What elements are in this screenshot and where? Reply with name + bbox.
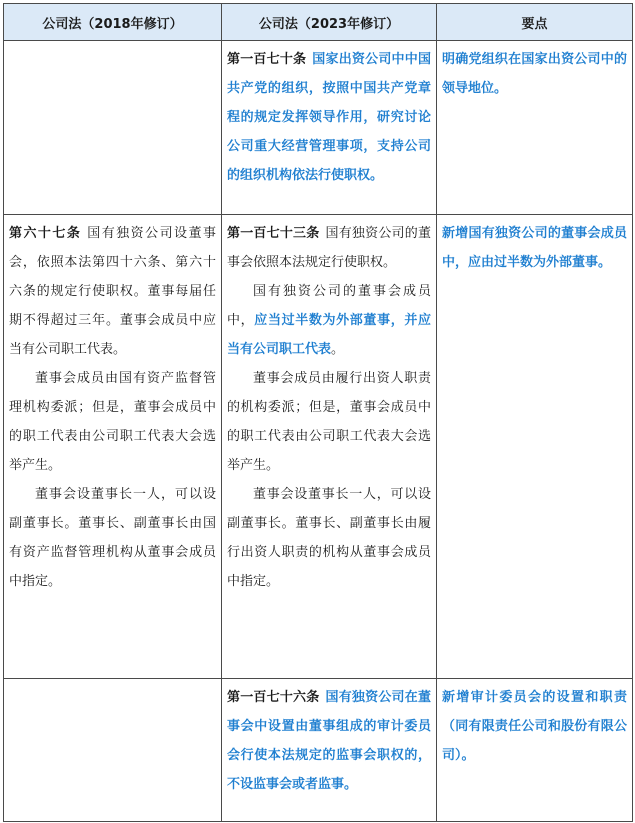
cell-key-point [437, 679, 633, 822]
article-text: 董事会成员由国有资产监督管理机构委派；但是，董事会成员中的职工代表由公司职工代表大会选举产生。 [9, 371, 216, 473]
article-text: 董事会成员由履行出资人职责的机构委派；但是，董事会成员中的职工代表由公司职工代表大会选举产生。 [227, 371, 431, 473]
key-point-text: 明确党组织在国家出资公司中的领导地位。 [442, 52, 627, 96]
article-text: 董事会设董事长一人，可以设副董事长。董事长、副董事长由国有资产监督管理机构从董事会成员中指定。 [9, 487, 216, 589]
cell-2018 [4, 41, 222, 215]
article-text: 国有独资公司的董事会依照本法规定行使职权。 [227, 226, 431, 270]
article-paragraph [227, 219, 431, 277]
cell-key-point [437, 41, 633, 215]
highlighted-text: 国有独资公司在董事会中设置由董事组成的审计委员会行使本法规定的监事会职权的，不设监事会或者监事。 [227, 690, 431, 792]
cell-2018 [4, 215, 222, 679]
article-paragraph [9, 480, 216, 596]
table-row [4, 215, 633, 679]
article-paragraph [227, 480, 431, 596]
article-paragraph [227, 45, 431, 190]
table-body [4, 41, 633, 822]
table-header [4, 4, 633, 41]
article-number: 第六十七条 [9, 226, 82, 241]
header-2018: 公司法（2018年修订） [4, 4, 222, 41]
table-row [4, 41, 633, 215]
table-row [4, 679, 633, 822]
article-paragraph [227, 277, 431, 364]
cell-2018 [4, 679, 222, 822]
article-text: 董事会设董事长一人，可以设副董事长。董事长、副董事长由履行出资人职责的机构从董事会成员中指定。 [227, 487, 431, 589]
article-paragraph [9, 364, 216, 480]
key-point-text: 新增审计委员会的设置和职责（同有限责任公司和股份有限公司）。 [442, 690, 627, 763]
article-text: 国有独资公司的董事会成员中， [227, 284, 431, 328]
cell-2023 [222, 679, 437, 822]
article-number: 第一百七十六条 [227, 690, 320, 705]
cell-key-point [437, 215, 633, 679]
cell-2023 [222, 215, 437, 679]
highlighted-text: 国家出资公司中中国共产党的组织，按照中国共产党章程的规定发挥领导作用，研究讨论公司重大经营管理事项，支持公司的组织机构依法行使职权。 [227, 52, 431, 183]
article-text: 国有独资公司设董事会，依照本法第四十六条、第六十六条的规定行使职权。董事每届任期不得超过三年。董事会成员中应当有公司职工代表。 [9, 226, 216, 357]
article-paragraph [9, 219, 216, 364]
highlighted-text: 应当过半数为外部董事，并应当有公司职工代表 [227, 313, 431, 357]
law-comparison-table [3, 3, 633, 822]
article-text: 。 [331, 342, 345, 357]
header-2023: 公司法（2023年修订） [222, 4, 437, 41]
header-key-points: 要点 [437, 4, 633, 41]
article-number: 第一百七十条 [227, 52, 307, 67]
key-point-text: 新增国有独资公司的董事会成员中，应由过半数为外部董事。 [442, 226, 627, 270]
article-paragraph [227, 364, 431, 480]
article-paragraph [227, 683, 431, 799]
article-number: 第一百七十三条 [227, 226, 320, 241]
cell-2023 [222, 41, 437, 215]
